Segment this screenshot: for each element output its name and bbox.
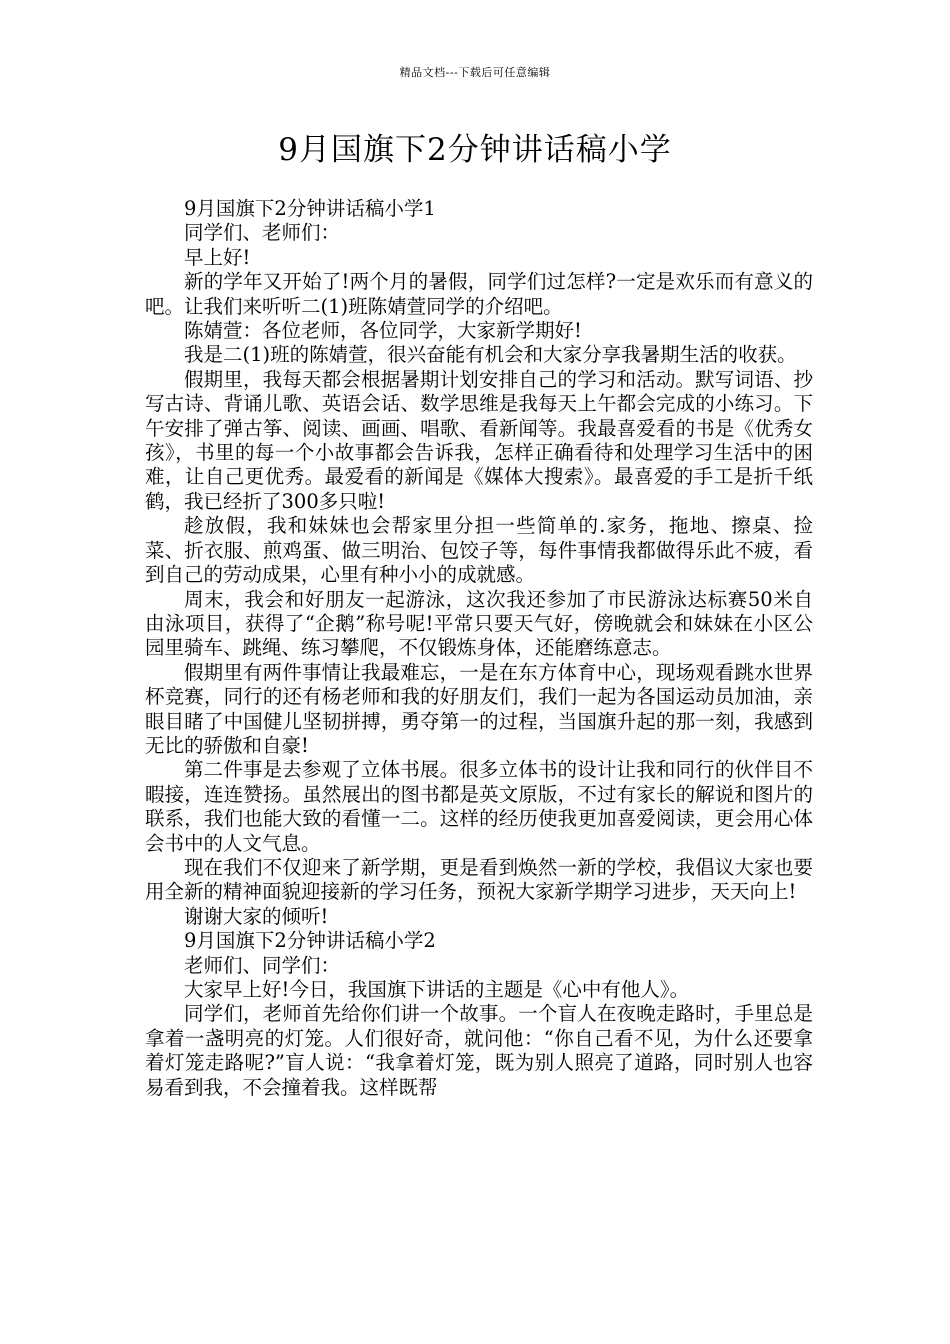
paragraph: 老师们、同学们： <box>184 953 341 977</box>
paragraph: 新的学年又开始了!两个月的暑假，同学们过怎样?一定是欢乐而有意义的吧。让我们来听听二(1)班陈婧萱同学的介绍吧。 <box>145 270 813 318</box>
paragraph: 周末，我会和好朋友一起游泳，这次我还参加了市民游泳达标赛50米自由泳项目，获得了“企鹅”称号呢!平常只要天气好，傍晚就会和妹妹在小区公园里骑车、跳绳、练习攀爬，不仅锻炼身体，还能磨练意志。 <box>145 587 813 660</box>
paragraph: 9月国旗下2分钟讲话稿小学2 <box>184 929 436 953</box>
document-body <box>145 197 813 1100</box>
paragraph: 假期里，我每天都会根据暑期计划安排自己的学习和活动。默写词语、抄写古诗、背诵儿歌、英语会话、数学思维是我每天上午都会完成的小练习。下午安排了弹古筝、阅读、画画、唱歌、看新闻等。我最喜爱看的书是《优秀女孩》，书里的每一个小故事都会告诉我，怎样正确看待和处理学习生活中的困难，让自己更优秀。最爱看的新闻是《媒体大搜索》。最喜爱的手工是折千纸鹤，我已经折了300多只啦! <box>145 367 813 513</box>
paragraph: 同学们，老师首先给你们讲一个故事。一个盲人在夜晚走路时，手里总是拿着一盏明亮的灯笼。人们很好奇，就问他：“你自己看不见，为什么还要拿着灯笼走路呢?”盲人说：“我拿着灯笼，既为别人照亮了道路，同时别人也容易看到我，不会撞着我。这样既帮 <box>145 1002 813 1099</box>
header-note: 精品文档---下载后可任意编辑 <box>399 66 551 79</box>
paragraph: 谢谢大家的倾听! <box>184 904 329 928</box>
paragraph: 我是二(1)班的陈婧萱，很兴奋能有机会和大家分享我暑期生活的收获。 <box>184 343 797 367</box>
paragraph: 早上好! <box>184 245 251 269</box>
document-title: 9月国旗下2分钟讲话稿小学 <box>278 132 672 168</box>
paragraph: 第二件事是去参观了立体书展。很多立体书的设计让我和同行的伙伴目不暇接，连连赞扬。虽然展出的图书都是英文原版，不过有家长的解说和图片的联系，我们也能大致的看懂一二。这样的经历使我更加喜爱阅读，更会用心体会书中的人文气息。 <box>145 758 813 855</box>
paragraph: 9月国旗下2分钟讲话稿小学1 <box>184 197 436 220</box>
paragraph: 同学们、老师们： <box>184 221 341 245</box>
paragraph: 趁放假，我和妹妹也会帮家里分担一些简单的.家务，拖地、擦桌、捡菜、折衣服、煎鸡蛋、做三明治、包饺子等，每件事情我都做得乐此不疲，看到自己的劳动成果，心里有种小小的成就感。 <box>145 514 813 587</box>
paragraph: 陈婧萱：各位老师，各位同学，大家新学期好! <box>184 319 582 343</box>
paragraph: 大家早上好!今日，我国旗下讲话的主题是《心中有他人》。 <box>184 978 690 1001</box>
paragraph: 现在我们不仅迎来了新学期，更是看到焕然一新的学校，我倡议大家也要用全新的精神面貌迎接新的学习任务，预祝大家新学期学习进步，天天向上! <box>145 855 813 904</box>
paragraph: 假期里有两件事情让我最难忘，一是在东方体育中心，现场观看跳水世界杯竞赛，同行的还有杨老师和我的好朋友们，我们一起为各国运动员加油，亲眼目睹了中国健儿坚韧拼搏，勇夺第一的过程，当国旗升起的那一刻，我感到无比的骄傲和自豪! <box>145 660 813 757</box>
